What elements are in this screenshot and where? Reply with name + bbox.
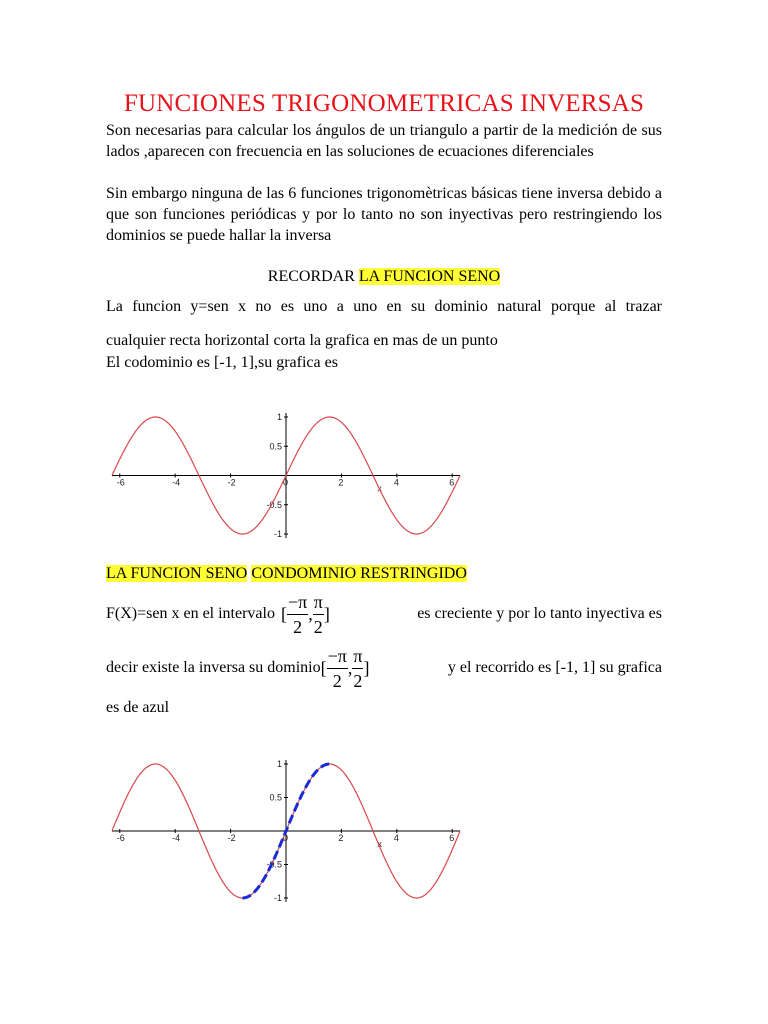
interval-text: F(X)=sen x en el intervalo bbox=[106, 605, 275, 622]
y-tick-label-graph2: -0.5 bbox=[266, 859, 282, 870]
y-tick-label-graph2: 0.5 bbox=[269, 792, 282, 803]
interval-expression-1 bbox=[281, 590, 330, 639]
left-bracket: [ bbox=[280, 603, 287, 624]
x-tick-label-graph2: 0 bbox=[283, 833, 289, 843]
section1-line-2: cualquier recta horizontal corta la grafica en mas de un punto bbox=[106, 332, 498, 349]
x-tick-label-graph2: -2 bbox=[227, 833, 236, 843]
section2-heading bbox=[106, 563, 467, 584]
section-heading-recordar bbox=[0, 266, 768, 287]
fraction-numerator: π bbox=[313, 590, 324, 615]
x-tick-label-graph1: 2 bbox=[338, 477, 344, 488]
y-tick-label-graph1: 0.5 bbox=[269, 441, 282, 452]
y-tick-label-graph2: -1 bbox=[273, 893, 282, 903]
fraction-denominator: 2 bbox=[353, 670, 363, 691]
x-axis-label-graph2: x bbox=[377, 839, 382, 849]
x-tick-label-graph2: 2 bbox=[338, 833, 344, 843]
section2-row-3: es de azul bbox=[106, 699, 170, 716]
x-tick-label-graph2: -4 bbox=[172, 833, 181, 843]
intro-paragraph-2: Sin embargo ninguna de las 6 funciones trigonomètricas básicas tiene inversa debido a que son funciones periódicas y por lo tanto no son inyectivas pero restringiendo los dominios se puede hallar la inversa bbox=[106, 185, 662, 244]
highlight-condominio-restringido: CONDOMINIO RESTRINGIDO bbox=[251, 565, 467, 582]
y-tick-label-graph2: 1 bbox=[276, 759, 282, 769]
right-bracket: ] bbox=[323, 603, 330, 624]
x-tick-label-graph1: 6 bbox=[449, 477, 455, 488]
fraction-pi-over-2 bbox=[352, 644, 363, 693]
y-tick-label-graph1: -1 bbox=[273, 529, 282, 539]
fraction-neg-pi-over-2 bbox=[287, 590, 308, 639]
page-title: FUNCIONES TRIGONOMETRICAS INVERSAS bbox=[123, 90, 645, 117]
fraction-pi-over-2 bbox=[313, 590, 324, 639]
x-axis-label-graph1: x bbox=[377, 483, 382, 494]
section1-line-1: La funcion y=sen x no es uno a uno en su dominio natural porque al trazar bbox=[106, 298, 662, 315]
section2-row-1 bbox=[106, 588, 662, 640]
comma: , bbox=[308, 603, 313, 624]
recordar-label: RECORDAR bbox=[267, 268, 355, 285]
right-bracket: ] bbox=[363, 657, 370, 678]
x-tick-label-graph1: -4 bbox=[172, 477, 181, 488]
x-tick-label-graph2: 6 bbox=[449, 833, 455, 843]
fraction-denominator: 2 bbox=[313, 616, 323, 637]
comma: , bbox=[347, 657, 353, 678]
fraction-denominator: 2 bbox=[332, 670, 342, 691]
section1-line-3: El codominio es [-1, 1],su grafica es bbox=[106, 354, 338, 371]
fraction-numerator: −π bbox=[327, 644, 348, 669]
x-tick-label-graph2: 4 bbox=[393, 833, 399, 843]
fraction-numerator: π bbox=[352, 644, 363, 669]
fraction-numerator: −π bbox=[287, 590, 308, 615]
left-bracket: [ bbox=[320, 657, 327, 678]
fraction-denominator: 2 bbox=[293, 616, 303, 637]
fraction-neg-pi-over-2 bbox=[327, 644, 348, 693]
sine-graph-full bbox=[106, 408, 466, 543]
range-text: y el recorrido es [-1, 1] su grafica bbox=[447, 659, 662, 676]
y-tick-label-graph1: 1 bbox=[276, 412, 282, 422]
sine-graph-restricted bbox=[106, 755, 466, 907]
x-tick-label-graph1: 0 bbox=[283, 477, 289, 488]
section2-row-2 bbox=[106, 642, 662, 694]
x-tick-label-graph1: -6 bbox=[116, 477, 125, 488]
x-tick-label-graph2: -6 bbox=[116, 833, 125, 843]
y-tick-label-graph1: -0.5 bbox=[266, 499, 282, 510]
domain-text: decir existe la inversa su dominio bbox=[106, 659, 321, 676]
highlight-funcion-seno: LA FUNCION SENO bbox=[358, 268, 501, 285]
interval-expression-2 bbox=[321, 644, 370, 693]
intro-paragraph-1: Son necesarias para calcular los ángulos de un triangulo a partir de la medición de sus lados ,aparecen con frecuencia en las soluciones de ecuaciones diferenciales bbox=[106, 122, 662, 160]
increasing-text: es creciente y por lo tanto inyectiva es bbox=[417, 605, 662, 622]
highlight-funcion-seno-2: LA FUNCION SENO bbox=[106, 565, 248, 582]
x-tick-label-graph1: 4 bbox=[393, 477, 399, 488]
x-tick-label-graph1: -2 bbox=[227, 477, 236, 488]
